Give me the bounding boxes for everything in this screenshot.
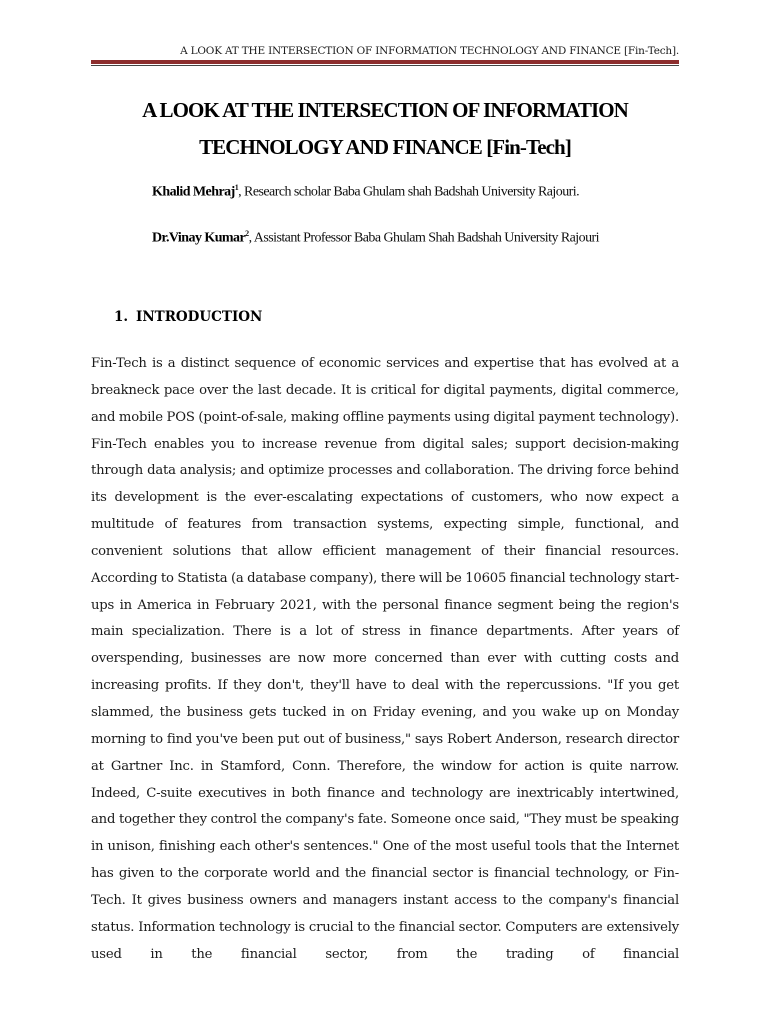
author-1-name: Khalid Mehraj [152,184,235,200]
section-title: INTRODUCTION [136,309,263,325]
author-2 [152,229,599,247]
running-header: A LOOK AT THE INTERSECTION OF INFORMATION TECHNOLOGY AND FINANCE [Fin-Tech]. [180,45,679,57]
paper-title [91,92,679,166]
section-number: 1. [114,309,129,325]
author-2-affiliation: , Assistant Professor Baba Ghulam Shah Badshah University Rajouri [248,230,600,246]
title-line-1: A LOOK AT THE INTERSECTION OF INFORMATION [142,98,628,122]
author-1 [152,183,579,201]
author-2-name: Dr.Vinay Kumar [152,230,246,246]
author-1-affiliation: , Research scholar Baba Ghulam shah Badshah University Rajouri. [238,184,580,200]
author-1-marker: 1 [234,183,239,192]
title-line-2: TECHNOLOGY AND FINANCE [Fin-Tech] [199,135,571,159]
header-rule [91,60,679,64]
introduction-paragraph: Fin-Tech is a distinct sequence of economic services and expertise that has evolved at a breakneck pace over the last decade. It is critical for digital payments, digital commerce, and mobile POS (point-of-sale, making offline payments using digital payment technology). Fin-Tech enables you to increase revenue from digital sales; support decision-making through data analysis; and optimize processes and collaboration. The driving force behind its development is the ever-escalating expectations of customers, who now expect a multitude of features from transaction systems, expecting simple, functional, and convenient solutions that allow efficient management of their financial resources. According to Statista (a database company), there will be 10605 financial technology start-ups in America in February 2021, with the personal finance segment being the region's main specialization. There is a lot of stress in finance departments. After years of overspending, businesses are now more concerned than ever with cutting costs and increasing profits. If they don't, they'll have to deal with the repercussions. "If you get slammed, the business gets tucked in on Friday evening, and you wake up on Monday morning to find you've been put out of business," says Robert Anderson, research director at Gartner Inc. in Stamford, Conn. Therefore, the window for action is quite narrow. Indeed, C-suite executives in both finance and technology are inextricably intertwined, and together they control the company's fate. Someone once said, "They must be speaking in unison, finishing each other's sentences." One of the most useful tools that the Internet has given to the corporate world and the financial sector is financial technology, or Fin-Tech. It gives business owners and managers instant access to the company's financial status. Information technology is crucial to the financial sector. Computers are extensively used in the financial sector, from the trading of financial [91,356,679,962]
author-2-marker: 2 [245,229,249,238]
section-heading [114,309,262,325]
